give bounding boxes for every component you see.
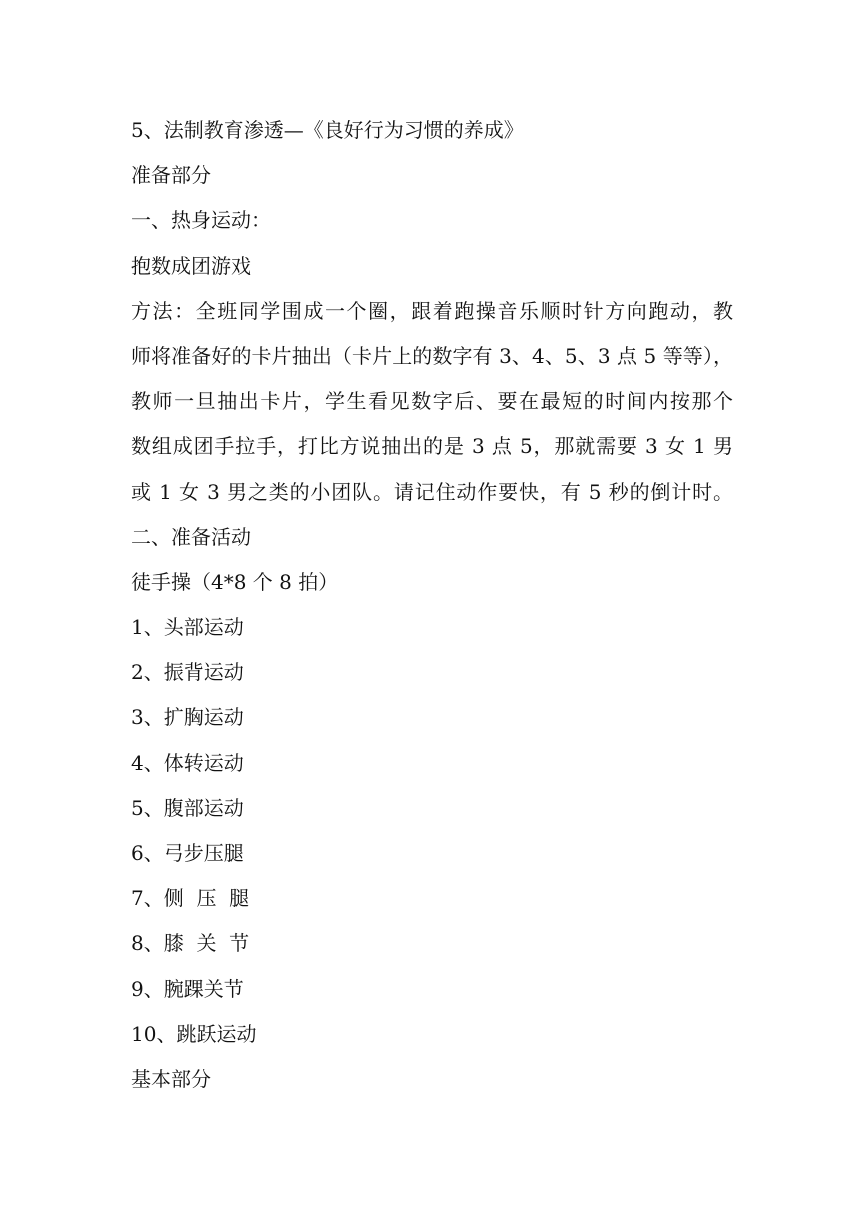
section-heading-basic: 基本部分	[131, 1066, 211, 1091]
method-line-1: 方法：全班同学围成一个圈，跟着跑操音乐顺时针方向跑动，教	[131, 298, 733, 323]
list-item: 1、头部运动	[131, 615, 244, 640]
list-item: 2、振背运动	[131, 660, 244, 685]
method-line-4: 数组成团手拉手，打比方说抽出的是 3 点 5，那就需要 3 女 1 男	[131, 434, 733, 459]
list-item: 3、扩胸运动	[131, 705, 244, 730]
list-item: 5、腹部运动	[131, 795, 244, 820]
section-heading-preparation: 准备部分	[131, 163, 211, 188]
method-line-3: 教师一旦抽出卡片，学生看见数字后、要在最短的时间内按那个	[131, 389, 733, 414]
section-heading-law-education: 5、法制教育渗透—《良好行为习惯的养成》	[131, 118, 524, 142]
method-line-5: 或 1 女 3 男之类的小团队。请记住动作要快，有 5 秒的倒计时。	[131, 479, 733, 504]
method-paragraph	[131, 289, 733, 515]
list-item: 6、弓步压腿	[131, 841, 244, 865]
list-item: 10、跳跃运动	[131, 1021, 257, 1046]
subheading-warmup: 一、热身运动：	[131, 208, 271, 233]
list-item: 9、腕踝关节	[131, 976, 244, 1001]
list-item: 4、体转运动	[131, 750, 244, 775]
list-item: 8、膝 关 节	[131, 931, 250, 956]
subheading-prep-activity: 二、准备活动	[131, 524, 251, 549]
game-title: 抱数成团游戏	[131, 253, 251, 278]
list-item: 7、侧 压 腿	[131, 886, 250, 911]
method-line-2: 师将准备好的卡片抽出（卡片上的数字有 3、4、5、3 点 5 等等），	[131, 343, 733, 368]
exercise-title: 徒手操（4*8 个 8 拍）	[131, 569, 339, 594]
document-body	[131, 108, 733, 1102]
